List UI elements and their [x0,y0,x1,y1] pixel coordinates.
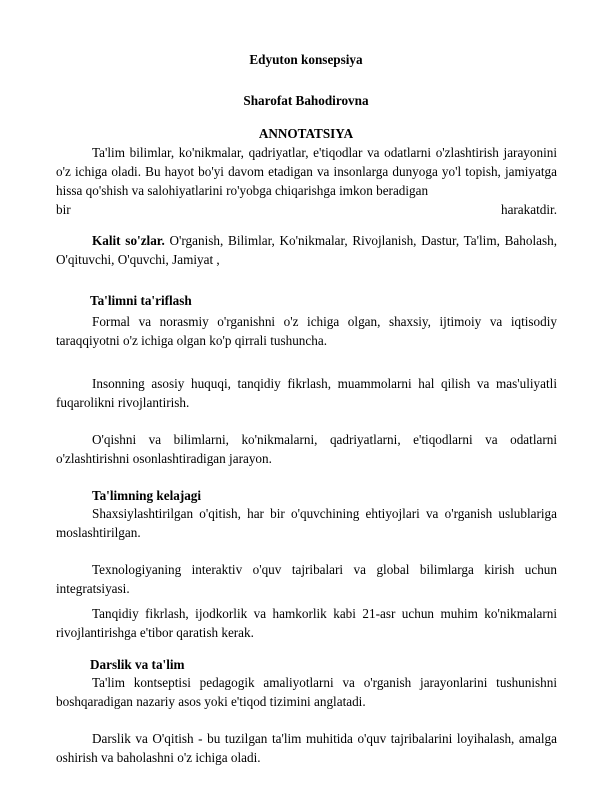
annotation-heading: ANNOTATSIYA [258,126,354,141]
section-textbook-paragraph-2: Darslik va O'qitish - bu tuzilgan ta'lim muhitida o'quv tajribalarini loyihalash, amalga oshirish va baholashni o'z ichiga oladi. [56,731,557,765]
annotation-word-harakatdir: harakatdir. [500,202,557,217]
section-future-paragraph-2: Texnologiyaning interaktiv o'quv tajribalari va global bilimlarga kirish uchun integratsiyasi. [56,562,557,596]
keywords-text: O'rganish, Bilimlar, Ko'nikmalar, Rivojlanish, Dastur, Ta'lim, Baholash, O'qituvchi, O'quvchi, Jamiyat , [56,233,558,267]
annotation-paragraph: Ta'lim bilimlar, ko'nikmalar, qadriyatlar, e'tiqodlar va odatlarni o'zlashtirish jarayonini o'z ichiga oladi. Bu hayot bo'yi davom etadigan va insonlarga dunyoga yo'l topish, jamiyatga hissa qo'shish va salohiyatlarini ro'yobga chiqarishga imkon beradigan [56,145,557,198]
section-textbook-paragraph-1: Ta'lim kontseptisi pedagogik amaliyotlarni va o'rganish jarayonlarini tushunishni boshqaradigan nazariy asos yoki e'tiqod tizimini anglatadi. [56,675,557,709]
section-heading-textbook: Darslik va ta'lim [90,657,185,672]
section-future-paragraph-1: Shaxsiylashtirilgan o'qitish, har bir o'quvchining ehtiyojlari va o'rganish uslublariga moslashtirilgan. [56,506,557,540]
section-heading-future: Ta'limning kelajagi [92,488,202,503]
section-heading-definition: Ta'limni ta'riflash [90,293,192,308]
keywords-paragraph [56,231,557,269]
keywords-label: Kalit so'zlar. [92,233,165,248]
section-definition-paragraph-1: Formal va norasmiy o'rganishni o'z ichiga olgan, shaxsiy, ijtimoiy va iqtisodiy taraqqiyotni o'z ichiga olgan ko'p qirrali tushuncha. [56,314,557,348]
document-author: Sharofat Bahodirovna [243,93,369,108]
annotation-last-line [56,200,557,219]
section-definition-paragraph-3: O'qishni va bilimlarni, ko'nikmalarni, qadriyatlarni, e'tiqodlarni va odatlarni o'zlashtirishni osonlashtiradigan jarayon. [56,432,557,466]
section-definition-paragraph-2: Insonning asosiy huquqi, tanqidiy fikrlash, muammolarni hal qilish va mas'uliyatli fuqarolikni rivojlantirish. [56,376,557,410]
annotation-word-bir: bir [56,202,71,217]
document-title: Edyuton konsepsiya [249,52,363,67]
section-future-paragraph-3: Tanqidiy fikrlash, ijodkorlik va hamkorlik kabi 21-asr uchun muhim ko'nikmalarni rivojlantirishga e'tibor qaratish kerak. [56,606,557,640]
